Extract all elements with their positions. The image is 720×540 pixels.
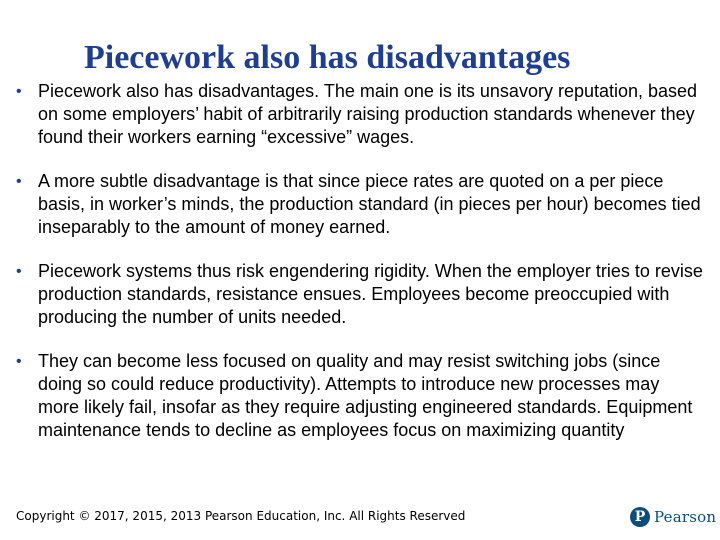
bullet-item-2 [14, 170, 704, 239]
slide-title: Piecework also has disadvantages [84, 39, 571, 76]
pearson-p-icon: P [630, 507, 650, 527]
copyright-notice: Copyright © 2017, 2015, 2013 Pearson Education, Inc. All Rights Reserved [16, 509, 466, 523]
bullet-text: They can become less focused on quality and may resist switching jobs (since doing so could reduce productivity). Attempts to introduce new processes may more likely fail, insofar as they require adjusting engineered standards. Equipment maintenance tends to decline as employees focus on maximizing quantity [38, 351, 693, 440]
bullet-list [14, 80, 704, 442]
bullet-item-4 [14, 350, 704, 442]
bullet-item-1 [14, 80, 704, 149]
pearson-logo [630, 507, 716, 527]
bullet-text: The main one is its unsavory reputation, based on some employers’ habit of arbitrarily raising production standards whenever they found their workers earning “excessive” wages. [38, 81, 698, 147]
bullet-icon: • [16, 173, 22, 190]
bullet-icon: • [16, 83, 22, 100]
bullet-lead: Piecework also has disadvantages. [38, 81, 320, 101]
bullet-text: A more subtle disadvantage is that since piece rates are quoted on a per piece basis, in worker’s minds, the production standard (in pieces per hour) becomes tied inseparably to the amount of money earned. [38, 171, 701, 237]
bullet-item-3 [14, 260, 704, 329]
bullet-text: Piecework systems thus risk engendering rigidity. When the employer tries to revise production standards, resistance ensues. Employees become preoccupied with producing the number of units needed. [38, 261, 703, 327]
bullet-icon: • [16, 263, 22, 280]
pearson-wordmark: Pearson [654, 508, 717, 526]
bullet-icon: • [16, 353, 22, 370]
